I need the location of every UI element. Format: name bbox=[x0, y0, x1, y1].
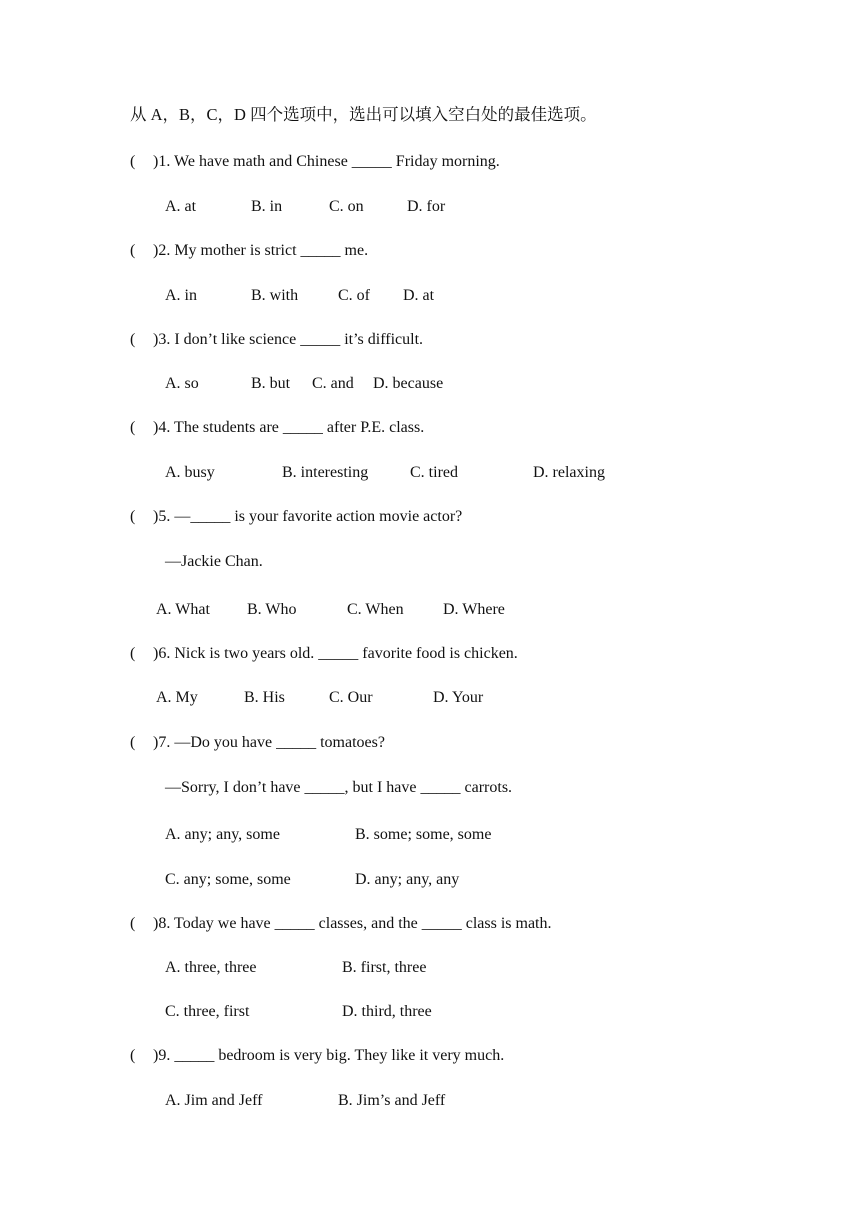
option-a: A. at bbox=[165, 198, 197, 215]
option-b: B. His bbox=[244, 689, 285, 706]
answer-bracket: ( bbox=[130, 734, 136, 751]
question-5 bbox=[130, 507, 462, 527]
option-d: D. for bbox=[407, 198, 446, 215]
option-a: A. What bbox=[156, 601, 210, 618]
question-6 bbox=[130, 644, 518, 664]
answer-bracket: ( bbox=[130, 915, 136, 932]
option-c: C. Our bbox=[329, 689, 373, 706]
option-d: D. at bbox=[403, 287, 435, 304]
question-reply: —Jackie Chan. bbox=[165, 553, 263, 570]
option-b: B. interesting bbox=[282, 464, 369, 481]
question-stem: )3. I don’t like science _____ it’s difficult. bbox=[153, 331, 424, 348]
option-a: A. Jim and Jeff bbox=[165, 1092, 263, 1109]
option-d: D. relaxing bbox=[533, 464, 605, 481]
answer-bracket: ( bbox=[130, 242, 136, 259]
option-d: D. third, three bbox=[342, 1003, 432, 1020]
option-a: A. busy bbox=[165, 464, 215, 481]
option-a: A. so bbox=[165, 375, 199, 392]
option-a: A. three, three bbox=[165, 959, 257, 976]
question-stem: )7. —Do you have _____ tomatoes? bbox=[153, 734, 385, 751]
option-a: A. My bbox=[156, 689, 198, 706]
question-8 bbox=[130, 914, 552, 934]
option-c: C. tired bbox=[410, 464, 458, 481]
option-c: C. of bbox=[338, 287, 370, 304]
option-b: B. with bbox=[251, 287, 299, 304]
answer-bracket: ( bbox=[130, 645, 136, 662]
option-d: D. because bbox=[373, 375, 444, 392]
option-a: A. any; any, some bbox=[165, 826, 280, 843]
option-c: C. on bbox=[329, 198, 364, 215]
option-d: D. Your bbox=[433, 689, 484, 706]
question-3 bbox=[130, 330, 423, 350]
answer-bracket: ( bbox=[130, 331, 136, 348]
question-7 bbox=[130, 733, 385, 753]
option-c: C. When bbox=[347, 601, 404, 618]
question-stem: )5. —_____ is your favorite action movie actor? bbox=[153, 508, 463, 525]
option-d: D. Where bbox=[443, 601, 505, 618]
question-9 bbox=[130, 1046, 504, 1066]
question-stem: )2. My mother is strict _____ me. bbox=[153, 242, 369, 259]
option-b: B. but bbox=[251, 375, 291, 392]
question-2 bbox=[130, 241, 368, 261]
question-stem: )1. We have math and Chinese _____ Friday morning. bbox=[153, 153, 500, 170]
question-stem: )4. The students are _____ after P.E. class. bbox=[153, 419, 425, 436]
answer-bracket: ( bbox=[130, 508, 136, 525]
option-b: B. Jim’s and Jeff bbox=[338, 1092, 446, 1109]
question-stem: )6. Nick is two years old. _____ favorite food is chicken. bbox=[153, 645, 518, 662]
instruction-text: 从 A，B，C，D 四个选项中，选出可以填入空白处的最佳选项。 bbox=[130, 105, 597, 124]
question-4 bbox=[130, 418, 424, 438]
option-d: D. any; any, any bbox=[355, 871, 460, 888]
question-stem: )8. Today we have _____ classes, and the _____ class is math. bbox=[153, 915, 552, 932]
question-reply: —Sorry, I don’t have _____, but I have _____ carrots. bbox=[165, 779, 513, 796]
answer-bracket: ( bbox=[130, 1047, 136, 1064]
option-b: B. first, three bbox=[342, 959, 427, 976]
option-b: B. some; some, some bbox=[355, 826, 492, 843]
answer-bracket: ( bbox=[130, 419, 136, 436]
option-c: C. any; some, some bbox=[165, 871, 291, 888]
question-1 bbox=[130, 152, 500, 172]
option-a: A. in bbox=[165, 287, 197, 304]
option-c: C. three, first bbox=[165, 1003, 250, 1020]
option-c: C. and bbox=[312, 375, 354, 392]
option-b: B. Who bbox=[247, 601, 297, 618]
answer-bracket: ( bbox=[130, 153, 136, 170]
question-stem: )9. _____ bedroom is very big. They like it very much. bbox=[153, 1047, 505, 1064]
option-b: B. in bbox=[251, 198, 283, 215]
